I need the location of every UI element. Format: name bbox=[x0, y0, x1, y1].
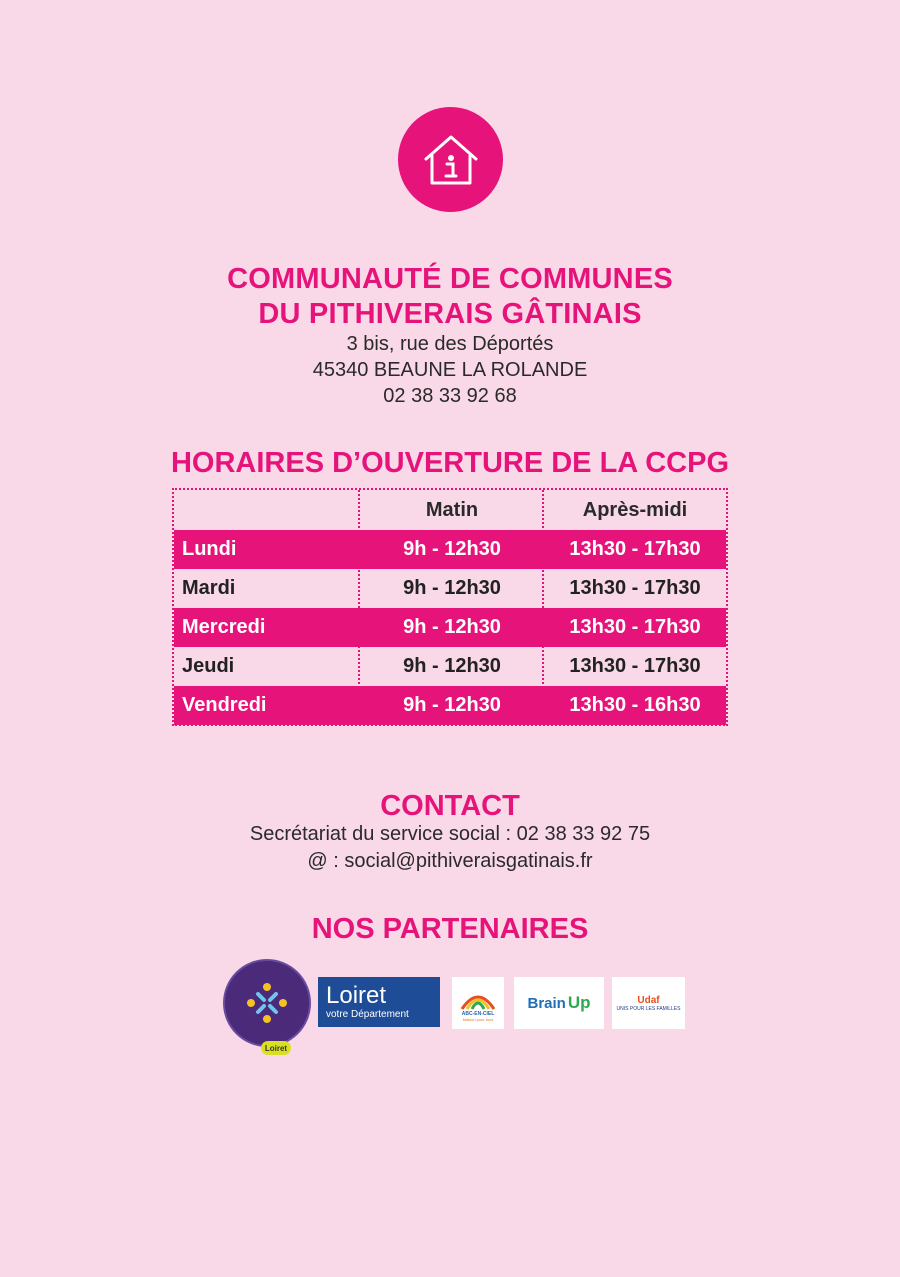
table-row bbox=[174, 647, 726, 686]
hours-title: HORAIRES D’OUVERTURE DE LA CCPG bbox=[170, 447, 730, 479]
header-morning: Matin bbox=[425, 498, 479, 521]
brain-up-part1: Brain bbox=[527, 994, 566, 1012]
house-info-icon bbox=[398, 107, 503, 212]
afternoon-cell: 13h30 - 17h30 bbox=[569, 616, 701, 638]
organization-title bbox=[0, 262, 900, 332]
day-cell: Mardi bbox=[182, 577, 236, 599]
table-row bbox=[174, 686, 726, 725]
loiret-logo bbox=[318, 977, 440, 1027]
abc-en-ciel-logo bbox=[452, 977, 504, 1029]
partners-title: NOS PARTENAIRES bbox=[311, 913, 589, 945]
table-header-row bbox=[174, 490, 726, 530]
afternoon-cell: 13h30 - 17h30 bbox=[569, 538, 701, 560]
table-row bbox=[174, 530, 726, 569]
partner-logos bbox=[0, 955, 900, 1065]
brain-up-part2: Up bbox=[567, 993, 591, 1012]
brain-up-logo bbox=[514, 977, 604, 1029]
table-row bbox=[174, 569, 726, 608]
address-street: 3 bis, rue des Déportés bbox=[346, 333, 554, 355]
morning-cell: 9h - 12h30 bbox=[403, 655, 501, 677]
morning-cell: 9h - 12h30 bbox=[403, 577, 501, 599]
organization-title-line1: COMMUNAUTÉ DE COMMUNES bbox=[227, 263, 673, 295]
loiret-subtitle: votre Département bbox=[326, 1009, 409, 1020]
commission-tag: Loiret bbox=[261, 1041, 291, 1055]
commission-financeurs-logo bbox=[223, 959, 311, 1053]
address-city: 45340 BEAUNE LA ROLANDE bbox=[312, 359, 588, 381]
afternoon-cell: 13h30 - 17h30 bbox=[569, 655, 701, 677]
day-cell: Lundi bbox=[182, 538, 237, 560]
header-afternoon: Après-midi bbox=[582, 498, 688, 521]
udaf-logo bbox=[612, 977, 685, 1029]
udaf-name: Udaf bbox=[637, 994, 660, 1006]
abc-name: ABC-EN-CIEL bbox=[461, 1010, 495, 1017]
phone-number: 02 38 33 92 68 bbox=[383, 385, 517, 407]
organization-title-line2: DU PITHIVERAIS GÂTINAIS bbox=[258, 298, 642, 330]
afternoon-cell: 13h30 - 17h30 bbox=[569, 577, 701, 599]
abc-subtitle: Maison pour tous bbox=[462, 1016, 494, 1022]
loiret-name: Loiret bbox=[326, 982, 387, 1009]
morning-cell: 9h - 12h30 bbox=[403, 694, 501, 716]
hours-table bbox=[172, 488, 728, 726]
afternoon-cell: 13h30 - 16h30 bbox=[569, 694, 701, 716]
udaf-subtitle: UNIS POUR LES FAMILLES bbox=[616, 1005, 681, 1012]
day-cell: Mercredi bbox=[182, 616, 266, 638]
contact-phone: Secrétariat du service social : 02 38 33 92 75 bbox=[249, 823, 651, 845]
contact-email: @ : social@pithiveraisgatinais.fr bbox=[307, 850, 593, 872]
contact-title: CONTACT bbox=[380, 790, 520, 822]
column-divider bbox=[542, 490, 544, 724]
table-row bbox=[174, 608, 726, 647]
day-cell: Jeudi bbox=[182, 655, 235, 677]
day-cell: Vendredi bbox=[182, 694, 267, 716]
abc-rainbow-icon bbox=[458, 985, 498, 1011]
morning-cell: 9h - 12h30 bbox=[403, 538, 501, 560]
morning-cell: 9h - 12h30 bbox=[403, 616, 501, 638]
column-divider bbox=[358, 490, 360, 724]
